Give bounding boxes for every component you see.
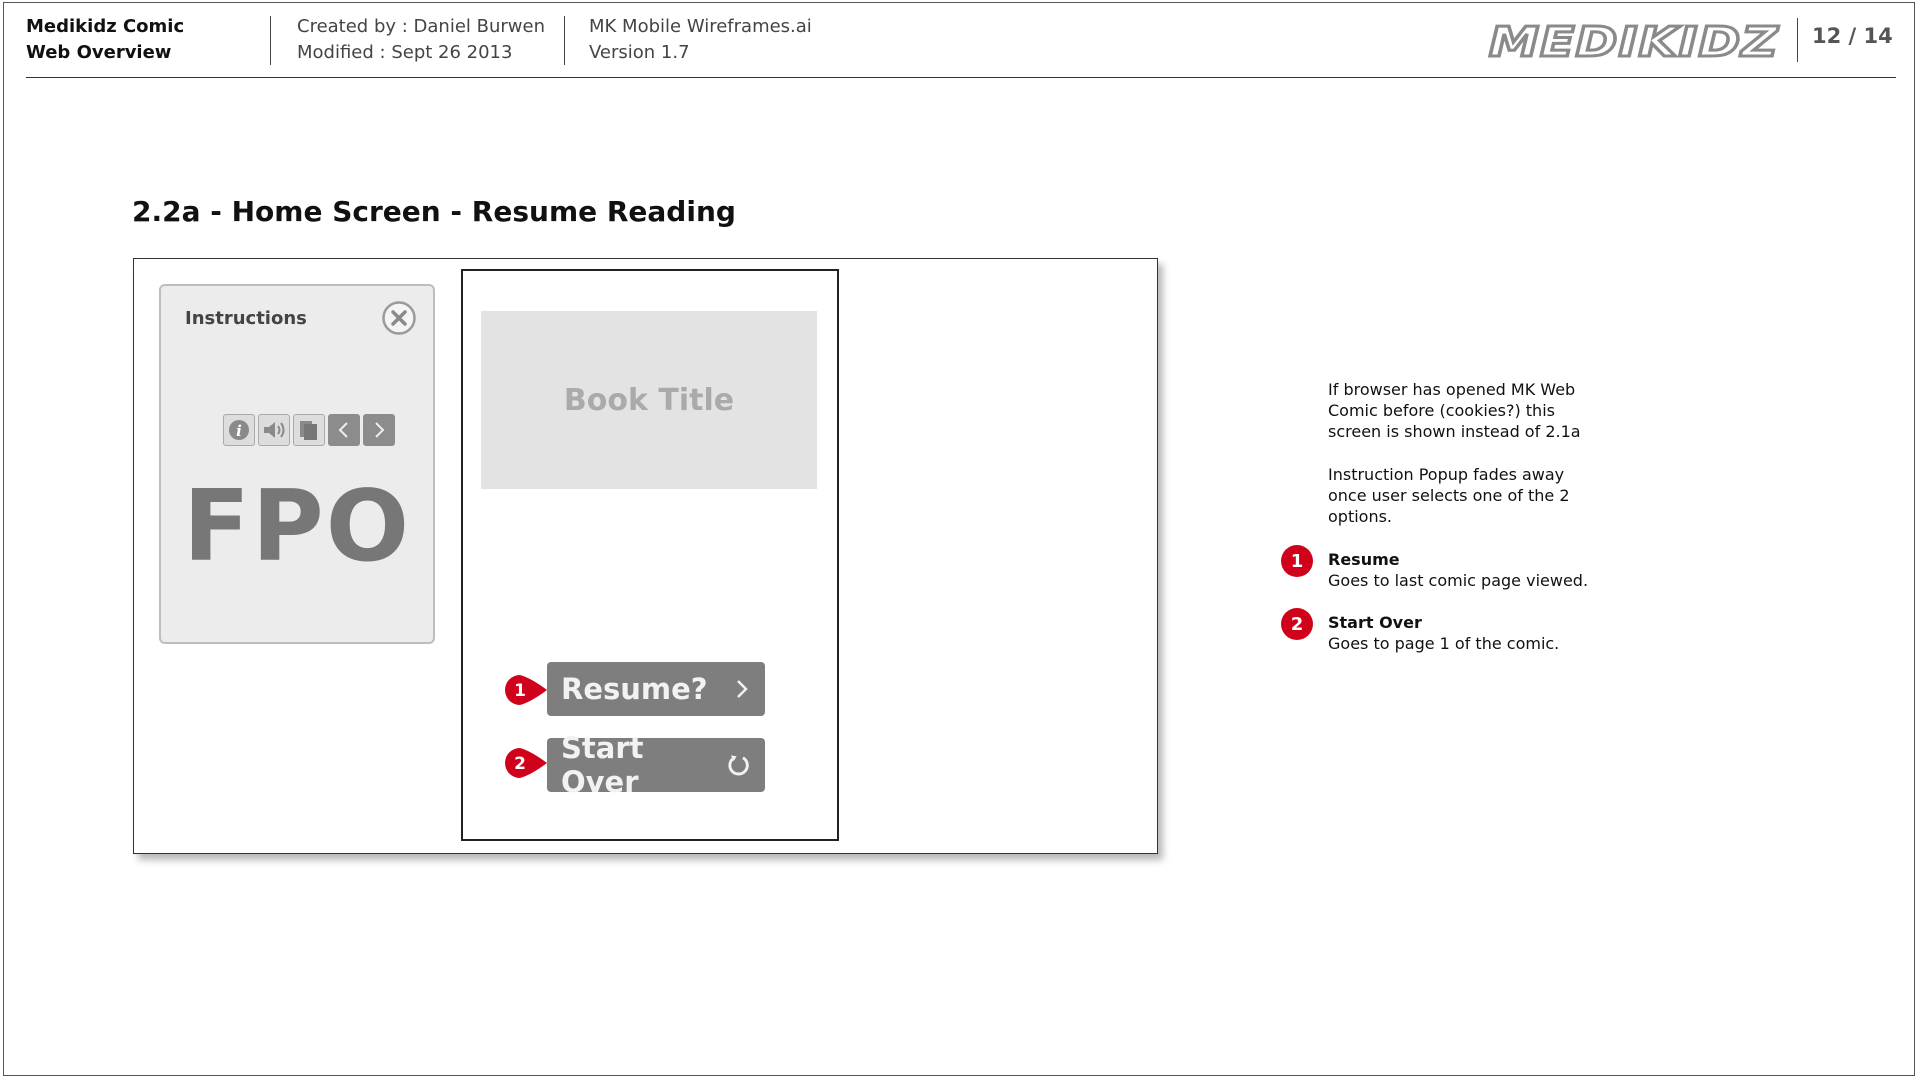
fpo-placeholder: FPO [182, 470, 412, 584]
speaker-icon [258, 414, 290, 446]
callout-badge-1 [503, 673, 555, 707]
header-divider [270, 16, 271, 65]
note-badge-1: 1 [1281, 545, 1313, 577]
doc-title-line1: Medikidz Comic [26, 16, 185, 37]
chevron-left-icon [328, 414, 360, 446]
doc-credits [297, 14, 545, 66]
note-badge-2: 2 [1281, 608, 1313, 640]
note-item-desc: Goes to last comic page viewed. [1328, 571, 1589, 590]
note-line: options. [1328, 507, 1393, 526]
start-over-label: Start Over [561, 731, 644, 799]
note-line: screen is shown instead of 2.1a [1328, 422, 1581, 441]
note-paragraph-1 [1328, 379, 1581, 442]
version: Version 1.7 [589, 42, 690, 63]
svg-text:1: 1 [514, 681, 526, 701]
note-line: Comic before (cookies?) this [1328, 401, 1555, 420]
note-paragraph-2 [1328, 464, 1570, 527]
callout-badge-2 [503, 746, 555, 780]
book-cover-placeholder [481, 311, 817, 489]
note-item-title: Start Over [1328, 613, 1422, 632]
doc-file-info [589, 14, 812, 66]
svg-text:i: i [236, 422, 242, 440]
note-line: If browser has opened MK Web [1328, 380, 1576, 399]
pages-icon [293, 414, 325, 446]
close-icon[interactable] [381, 300, 417, 336]
chevron-right-icon [363, 414, 395, 446]
header-divider [564, 16, 565, 65]
doc-title-line2: Web Overview [26, 42, 172, 63]
svg-text:2: 2 [514, 754, 526, 774]
doc-title [26, 14, 184, 66]
medikidz-logo [1486, 18, 1782, 62]
header-divider [1797, 18, 1798, 62]
book-title: Book Title [563, 382, 735, 418]
file-name: MK Mobile Wireframes.ai [589, 16, 812, 37]
modified-date: Modified : Sept 26 2013 [297, 42, 513, 63]
note-item-start-over [1328, 612, 1559, 654]
note-line: Instruction Popup fades away [1328, 465, 1565, 484]
instructions-toolbar [223, 414, 395, 446]
instructions-popup [159, 284, 435, 644]
resume-label: Resume? [561, 672, 708, 706]
page-number: 12 / 14 [1812, 24, 1893, 48]
chevron-right-icon [733, 677, 751, 701]
note-line: once user selects one of the 2 [1328, 486, 1570, 505]
instructions-title: Instructions [185, 308, 307, 329]
header-rule [26, 77, 1896, 78]
start-over-button[interactable] [547, 731, 765, 799]
resume-button[interactable] [547, 662, 765, 716]
info-icon [223, 414, 255, 446]
note-item-title: Resume [1328, 550, 1400, 569]
created-by: Created by : Daniel Burwen [297, 16, 546, 37]
note-item-desc: Goes to page 1 of the comic. [1328, 634, 1560, 653]
slide-title: 2.2a - Home Screen - Resume Reading [132, 195, 736, 228]
logo-text: MEDIKIDZ [1489, 18, 1780, 62]
note-item-resume [1328, 549, 1588, 591]
restart-icon [726, 752, 751, 778]
